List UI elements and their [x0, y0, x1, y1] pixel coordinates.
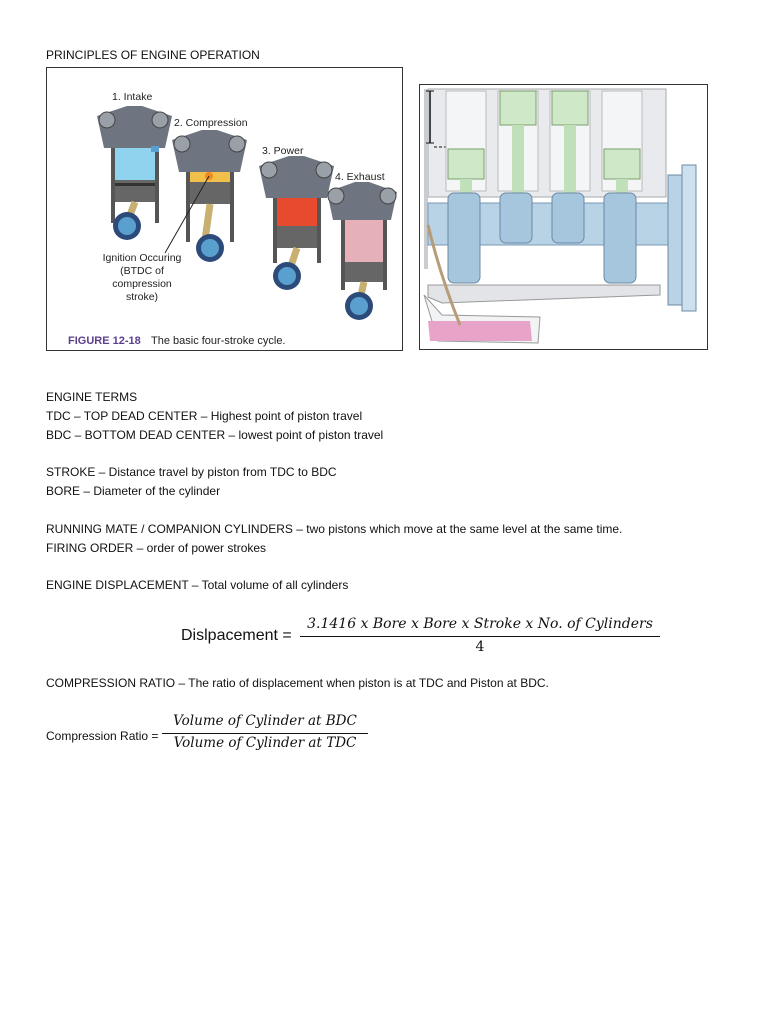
- term-compression-ratio: COMPRESSION RATIO – The ratio of displacement when piston is at TDC and Piston at BDC.: [46, 676, 549, 690]
- label-compression: 2. Compression: [174, 117, 248, 129]
- term-tdc: TDC – TOP DEAD CENTER – Highest point of piston travel: [46, 409, 363, 423]
- engine-cutaway-figure: [419, 84, 708, 350]
- page-heading: PRINCIPLES OF ENGINE OPERATION: [46, 48, 260, 62]
- ignition-line-3: compression: [112, 278, 172, 290]
- compression-numerator: Volume of Cylinder at BDC: [173, 713, 357, 729]
- term-bdc: BDC – BOTTOM DEAD CENTER – lowest point of piston travel: [46, 428, 384, 442]
- figure-caption-text: The basic four-stroke cycle.: [151, 335, 286, 347]
- term-stroke: STROKE – Distance travel by piston from TDC to BDC: [46, 465, 337, 479]
- ignition-line-1: Ignition Occuring: [102, 252, 182, 264]
- engine-terms-title: ENGINE TERMS: [46, 390, 138, 404]
- cylinder-compression: [172, 130, 247, 262]
- term-firing-order: FIRING ORDER – order of power strokes: [46, 541, 267, 555]
- label-power: 3. Power: [262, 145, 304, 157]
- term-displacement: ENGINE DISPLACEMENT – Total volume of all cylinders: [46, 578, 349, 592]
- displacement-fraction: [300, 614, 660, 657]
- displacement-numerator: 3.1416 x Bore x Bore x Stroke x No. of Cylinders: [307, 616, 653, 632]
- displacement-denominator: 4: [475, 639, 485, 655]
- cylinder-exhaust: [327, 182, 397, 320]
- compression-denominator: Volume of Cylinder at TDC: [173, 735, 357, 751]
- label-ignition: [103, 252, 182, 303]
- figure-caption-label: FIGURE 12-18: [68, 335, 141, 347]
- ignition-line-2: (BTDC of: [120, 265, 164, 277]
- label-intake: 1. Intake: [112, 91, 153, 103]
- cylinder-intake: [97, 106, 172, 240]
- ignition-line-4: stroke): [125, 291, 159, 303]
- four-stroke-illustration: [47, 68, 402, 350]
- term-running-mate: RUNNING MATE / COMPANION CYLINDERS – two pistons which move at the same level at the same time.: [46, 522, 623, 536]
- cylinder-power: [259, 156, 334, 290]
- term-bore: BORE – Diameter of the cylinder: [46, 484, 221, 498]
- compression-fraction: [162, 712, 368, 753]
- engine-cutaway-illustration: [420, 85, 707, 349]
- label-exhaust: 4. Exhaust: [335, 171, 385, 183]
- compression-formula-lhs: Compression Ratio =: [46, 729, 159, 743]
- four-stroke-figure: [46, 67, 403, 351]
- displacement-formula-lhs: Dislpacement =: [181, 627, 292, 644]
